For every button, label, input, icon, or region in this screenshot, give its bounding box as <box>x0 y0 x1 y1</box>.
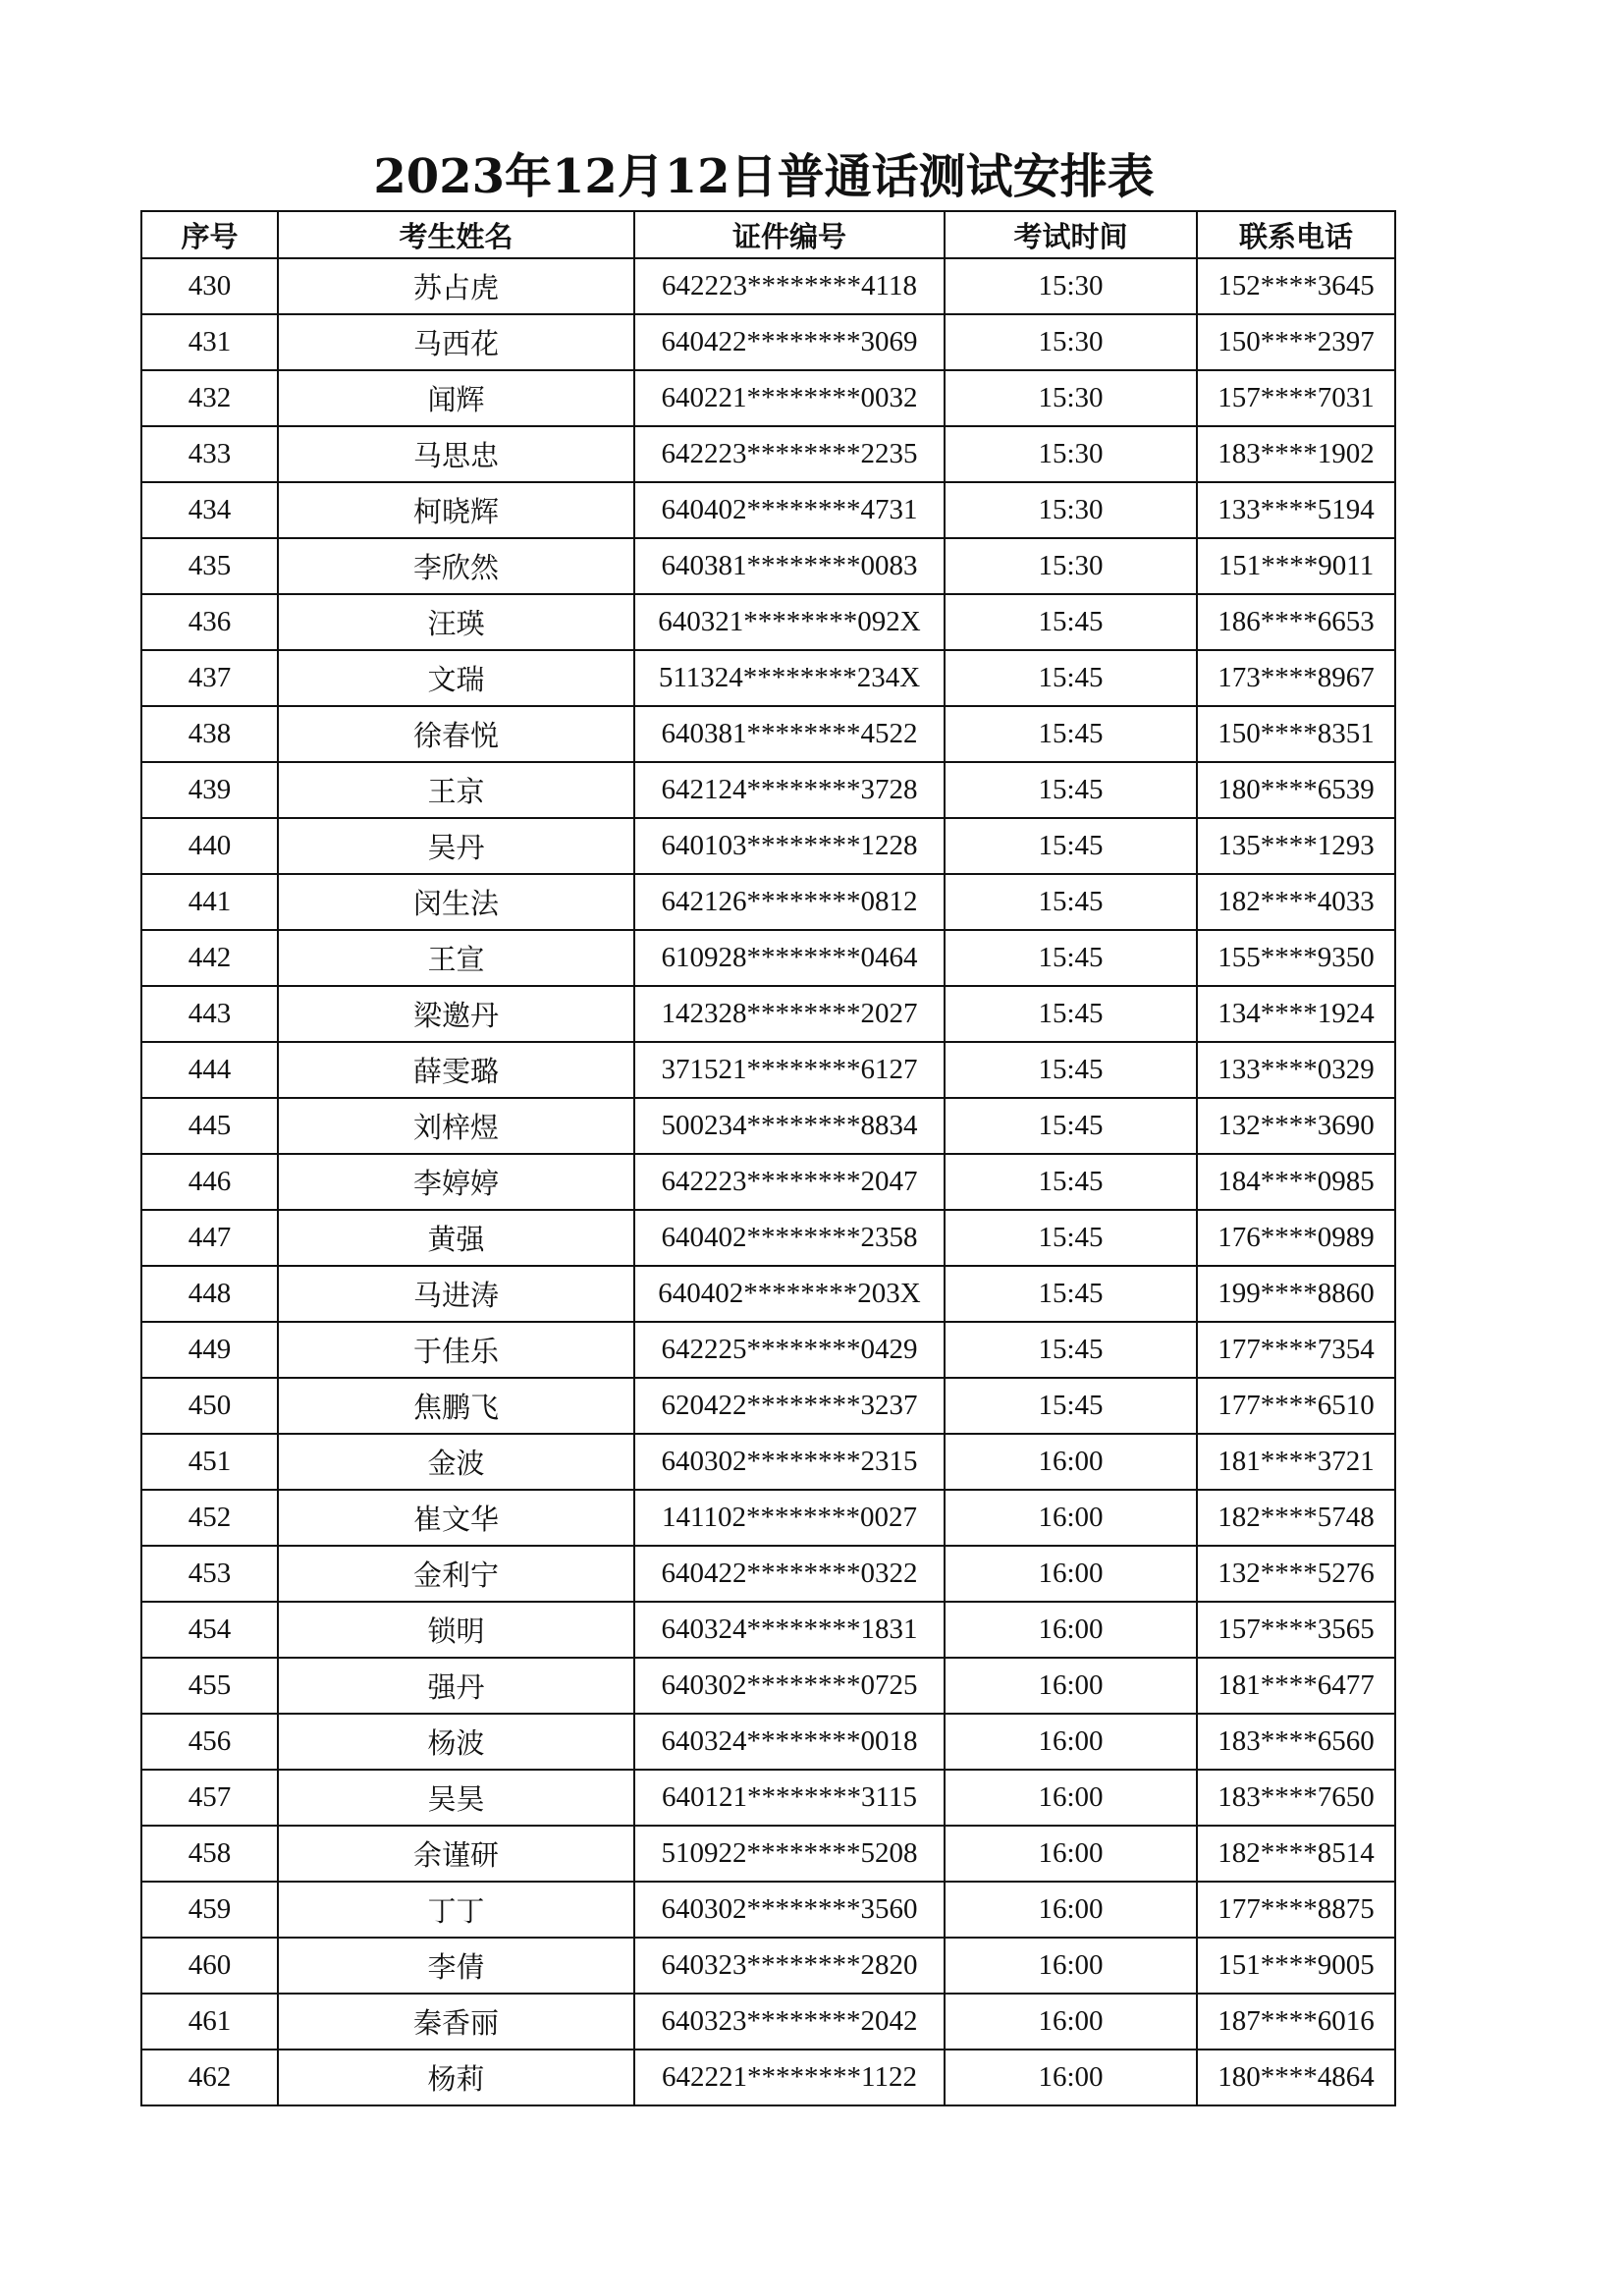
table-row <box>141 986 1395 1042</box>
table-row <box>141 1994 1395 2050</box>
cell-name: 杨莉 <box>278 2050 634 2105</box>
cell-phone: 151****9011 <box>1197 538 1395 594</box>
cell-seq: 452 <box>141 1490 278 1546</box>
cell-seq: 439 <box>141 762 278 818</box>
cell-id: 640402********4731 <box>634 482 945 538</box>
table-row <box>141 1154 1395 1210</box>
page-title: 2023年12月12日普通话测试安排表 <box>373 149 1155 204</box>
cell-phone: 180****4864 <box>1197 2050 1395 2105</box>
cell-name: 焦鹏飞 <box>278 1378 634 1434</box>
cell-id: 640324********1831 <box>634 1602 945 1658</box>
table-row <box>141 1602 1395 1658</box>
table-row <box>141 1434 1395 1490</box>
cell-time: 15:45 <box>945 650 1197 706</box>
cell-phone: 177****7354 <box>1197 1322 1395 1378</box>
cell-time: 16:00 <box>945 1882 1197 1938</box>
table-row <box>141 1042 1395 1098</box>
cell-phone: 184****0985 <box>1197 1154 1395 1210</box>
cell-phone: 132****3690 <box>1197 1098 1395 1154</box>
schedule-table <box>140 210 1396 2106</box>
cell-time: 15:45 <box>945 594 1197 650</box>
cell-name: 徐春悦 <box>278 706 634 762</box>
cell-seq: 441 <box>141 874 278 930</box>
cell-seq: 454 <box>141 1602 278 1658</box>
cell-name: 金利宁 <box>278 1546 634 1602</box>
cell-phone: 183****1902 <box>1197 426 1395 482</box>
cell-time: 16:00 <box>945 1490 1197 1546</box>
cell-time: 16:00 <box>945 1546 1197 1602</box>
cell-seq: 438 <box>141 706 278 762</box>
table-row <box>141 538 1395 594</box>
cell-name: 闵生法 <box>278 874 634 930</box>
table-row <box>141 1546 1395 1602</box>
cell-id: 610928********0464 <box>634 930 945 986</box>
table-row <box>141 874 1395 930</box>
cell-phone: 182****8514 <box>1197 1826 1395 1882</box>
cell-name: 于佳乐 <box>278 1322 634 1378</box>
cell-seq: 431 <box>141 314 278 370</box>
table-body <box>141 258 1395 2105</box>
cell-time: 15:30 <box>945 538 1197 594</box>
cell-id: 640422********0322 <box>634 1546 945 1602</box>
cell-id: 640381********0083 <box>634 538 945 594</box>
table-row <box>141 1210 1395 1266</box>
table-row <box>141 370 1395 426</box>
cell-name: 李欣然 <box>278 538 634 594</box>
cell-time: 16:00 <box>945 1826 1197 1882</box>
table-row <box>141 1658 1395 1714</box>
cell-name: 吴昊 <box>278 1770 634 1826</box>
cell-id: 640121********3115 <box>634 1770 945 1826</box>
cell-seq: 446 <box>141 1154 278 1210</box>
table-row <box>141 1266 1395 1322</box>
header-phone: 联系电话 <box>1197 211 1395 258</box>
table-row <box>141 930 1395 986</box>
cell-name: 马进涛 <box>278 1266 634 1322</box>
cell-name: 苏占虎 <box>278 258 634 314</box>
cell-phone: 157****7031 <box>1197 370 1395 426</box>
cell-name: 丁丁 <box>278 1882 634 1938</box>
cell-id: 141102********0027 <box>634 1490 945 1546</box>
cell-seq: 455 <box>141 1658 278 1714</box>
cell-seq: 447 <box>141 1210 278 1266</box>
cell-time: 16:00 <box>945 1994 1197 2050</box>
cell-seq: 437 <box>141 650 278 706</box>
cell-id: 640321********092X <box>634 594 945 650</box>
cell-time: 15:45 <box>945 1098 1197 1154</box>
cell-seq: 448 <box>141 1266 278 1322</box>
cell-id: 640323********2820 <box>634 1938 945 1994</box>
cell-id: 500234********8834 <box>634 1098 945 1154</box>
cell-time: 15:30 <box>945 258 1197 314</box>
table-row <box>141 426 1395 482</box>
cell-seq: 433 <box>141 426 278 482</box>
cell-time: 15:30 <box>945 314 1197 370</box>
table-row <box>141 818 1395 874</box>
cell-seq: 449 <box>141 1322 278 1378</box>
cell-id: 142328********2027 <box>634 986 945 1042</box>
cell-id: 620422********3237 <box>634 1378 945 1434</box>
cell-id: 640324********0018 <box>634 1714 945 1770</box>
cell-time: 16:00 <box>945 1658 1197 1714</box>
table-row <box>141 1770 1395 1826</box>
cell-id: 642223********2235 <box>634 426 945 482</box>
cell-name: 柯晓辉 <box>278 482 634 538</box>
cell-seq: 436 <box>141 594 278 650</box>
cell-name: 马西花 <box>278 314 634 370</box>
cell-seq: 442 <box>141 930 278 986</box>
cell-phone: 177****8875 <box>1197 1882 1395 1938</box>
table-row <box>141 1826 1395 1882</box>
cell-name: 强丹 <box>278 1658 634 1714</box>
cell-time: 15:45 <box>945 706 1197 762</box>
cell-seq: 453 <box>141 1546 278 1602</box>
cell-phone: 182****5748 <box>1197 1490 1395 1546</box>
cell-phone: 187****6016 <box>1197 1994 1395 2050</box>
cell-seq: 443 <box>141 986 278 1042</box>
cell-phone: 183****6560 <box>1197 1714 1395 1770</box>
cell-phone: 199****8860 <box>1197 1266 1395 1322</box>
cell-id: 511324********234X <box>634 650 945 706</box>
cell-seq: 444 <box>141 1042 278 1098</box>
cell-phone: 183****7650 <box>1197 1770 1395 1826</box>
cell-id: 642124********3728 <box>634 762 945 818</box>
cell-phone: 177****6510 <box>1197 1378 1395 1434</box>
cell-time: 16:00 <box>945 2050 1197 2105</box>
cell-time: 15:45 <box>945 1210 1197 1266</box>
cell-time: 16:00 <box>945 1938 1197 1994</box>
cell-time: 15:45 <box>945 1378 1197 1434</box>
cell-seq: 457 <box>141 1770 278 1826</box>
cell-seq: 451 <box>141 1434 278 1490</box>
cell-id: 371521********6127 <box>634 1042 945 1098</box>
cell-seq: 456 <box>141 1714 278 1770</box>
cell-phone: 181****6477 <box>1197 1658 1395 1714</box>
table-row <box>141 2050 1395 2105</box>
cell-seq: 458 <box>141 1826 278 1882</box>
cell-seq: 459 <box>141 1882 278 1938</box>
cell-id: 640221********0032 <box>634 370 945 426</box>
cell-phone: 181****3721 <box>1197 1434 1395 1490</box>
table-row <box>141 314 1395 370</box>
cell-phone: 150****8351 <box>1197 706 1395 762</box>
table-row <box>141 1882 1395 1938</box>
cell-phone: 134****1924 <box>1197 986 1395 1042</box>
cell-id: 642223********2047 <box>634 1154 945 1210</box>
cell-name: 文瑞 <box>278 650 634 706</box>
cell-time: 15:30 <box>945 426 1197 482</box>
table-row <box>141 258 1395 314</box>
cell-name: 崔文华 <box>278 1490 634 1546</box>
cell-seq: 430 <box>141 258 278 314</box>
cell-time: 15:45 <box>945 930 1197 986</box>
cell-name: 李婷婷 <box>278 1154 634 1210</box>
cell-phone: 133****0329 <box>1197 1042 1395 1098</box>
header-id: 证件编号 <box>634 211 945 258</box>
cell-seq: 461 <box>141 1994 278 2050</box>
cell-phone: 180****6539 <box>1197 762 1395 818</box>
cell-time: 16:00 <box>945 1434 1197 1490</box>
cell-phone: 186****6653 <box>1197 594 1395 650</box>
cell-time: 15:45 <box>945 1154 1197 1210</box>
cell-phone: 150****2397 <box>1197 314 1395 370</box>
header-time: 考试时间 <box>945 211 1197 258</box>
cell-time: 16:00 <box>945 1770 1197 1826</box>
cell-name: 薛雯璐 <box>278 1042 634 1098</box>
cell-time: 15:45 <box>945 874 1197 930</box>
cell-id: 510922********5208 <box>634 1826 945 1882</box>
table-row <box>141 1714 1395 1770</box>
cell-name: 闻辉 <box>278 370 634 426</box>
cell-name: 锁明 <box>278 1602 634 1658</box>
cell-name: 梁邀丹 <box>278 986 634 1042</box>
cell-phone: 155****9350 <box>1197 930 1395 986</box>
cell-phone: 151****9005 <box>1197 1938 1395 1994</box>
cell-seq: 450 <box>141 1378 278 1434</box>
cell-seq: 434 <box>141 482 278 538</box>
cell-time: 15:45 <box>945 818 1197 874</box>
cell-seq: 460 <box>141 1938 278 1994</box>
cell-phone: 157****3565 <box>1197 1602 1395 1658</box>
cell-id: 640302********2315 <box>634 1434 945 1490</box>
table-row <box>141 706 1395 762</box>
cell-name: 李倩 <box>278 1938 634 1994</box>
table-row <box>141 1938 1395 1994</box>
cell-id: 640323********2042 <box>634 1994 945 2050</box>
table-row <box>141 762 1395 818</box>
cell-phone: 133****5194 <box>1197 482 1395 538</box>
cell-name: 吴丹 <box>278 818 634 874</box>
table-row <box>141 1490 1395 1546</box>
cell-seq: 440 <box>141 818 278 874</box>
cell-phone: 173****8967 <box>1197 650 1395 706</box>
cell-name: 王京 <box>278 762 634 818</box>
table-row <box>141 482 1395 538</box>
cell-name: 余谨研 <box>278 1826 634 1882</box>
cell-time: 15:45 <box>945 1042 1197 1098</box>
table-row <box>141 1322 1395 1378</box>
cell-id: 640402********203X <box>634 1266 945 1322</box>
cell-seq: 445 <box>141 1098 278 1154</box>
cell-time: 15:30 <box>945 482 1197 538</box>
cell-id: 640302********0725 <box>634 1658 945 1714</box>
cell-phone: 176****0989 <box>1197 1210 1395 1266</box>
cell-name: 秦香丽 <box>278 1994 634 2050</box>
cell-id: 640402********2358 <box>634 1210 945 1266</box>
cell-seq: 462 <box>141 2050 278 2105</box>
cell-phone: 132****5276 <box>1197 1546 1395 1602</box>
cell-id: 642225********0429 <box>634 1322 945 1378</box>
cell-phone: 182****4033 <box>1197 874 1395 930</box>
table-row <box>141 650 1395 706</box>
cell-id: 642221********1122 <box>634 2050 945 2105</box>
cell-name: 刘梓煜 <box>278 1098 634 1154</box>
cell-id: 642126********0812 <box>634 874 945 930</box>
table-row <box>141 594 1395 650</box>
table-header-row <box>141 211 1395 258</box>
cell-time: 15:45 <box>945 1322 1197 1378</box>
cell-name: 金波 <box>278 1434 634 1490</box>
cell-phone: 135****1293 <box>1197 818 1395 874</box>
cell-time: 15:45 <box>945 1266 1197 1322</box>
table-row <box>141 1098 1395 1154</box>
cell-seq: 432 <box>141 370 278 426</box>
cell-phone: 152****3645 <box>1197 258 1395 314</box>
cell-name: 马思忠 <box>278 426 634 482</box>
header-seq: 序号 <box>141 211 278 258</box>
cell-time: 16:00 <box>945 1602 1197 1658</box>
cell-id: 640422********3069 <box>634 314 945 370</box>
table-row <box>141 1378 1395 1434</box>
cell-id: 640302********3560 <box>634 1882 945 1938</box>
cell-time: 16:00 <box>945 1714 1197 1770</box>
cell-name: 黄强 <box>278 1210 634 1266</box>
cell-time: 15:45 <box>945 986 1197 1042</box>
cell-id: 640103********1228 <box>634 818 945 874</box>
cell-name: 杨波 <box>278 1714 634 1770</box>
cell-time: 15:30 <box>945 370 1197 426</box>
cell-name: 汪瑛 <box>278 594 634 650</box>
cell-time: 15:45 <box>945 762 1197 818</box>
cell-id: 642223********4118 <box>634 258 945 314</box>
cell-id: 640381********4522 <box>634 706 945 762</box>
cell-name: 王宣 <box>278 930 634 986</box>
header-name: 考生姓名 <box>278 211 634 258</box>
cell-seq: 435 <box>141 538 278 594</box>
